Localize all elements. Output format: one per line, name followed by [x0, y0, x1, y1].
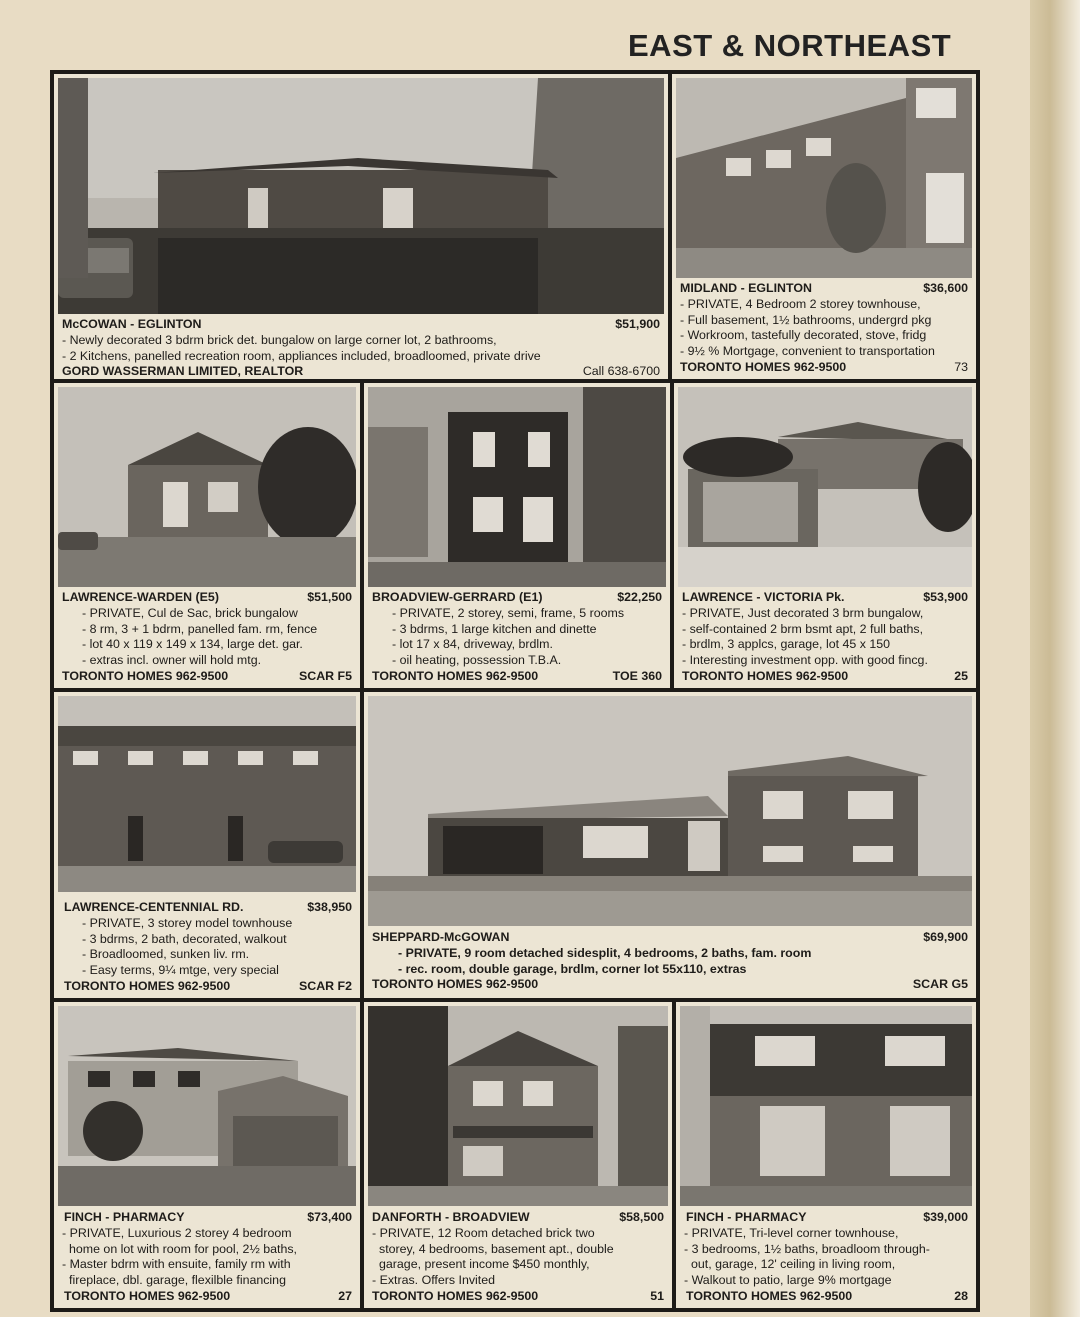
listing-location: McCOWAN - EGLINTON	[62, 317, 202, 331]
listing-sheppard-mcgowan[interactable]	[364, 692, 976, 998]
listing-detail: - rec. room, double garage, brdlm, corner lot 55x110, extras	[398, 961, 747, 976]
listing-danforth-broadview[interactable]	[364, 1002, 672, 1308]
listings-grid	[50, 70, 980, 1312]
listing-lawrence-warden[interactable]	[54, 383, 360, 688]
listing-agent: TORONTO HOMES 962-9500	[62, 668, 229, 683]
listing-detail: - brdlm, 3 applcs, garage, lot 45 x 150	[682, 637, 891, 652]
listing-photo	[678, 387, 972, 587]
listing-photo	[58, 1006, 356, 1206]
listing-detail: home on lot with room for pool, 2½ baths,	[69, 1241, 297, 1256]
listing-agent: TORONTO HOMES 962-9500	[682, 668, 849, 683]
listing-ref: 25	[954, 668, 968, 683]
listing-agent: TORONTO HOMES 962-9500	[372, 668, 539, 683]
listing-detail: - 3 bedrooms, 1½ baths, broadloom through-	[684, 1241, 930, 1256]
house-photo-semi	[368, 387, 666, 587]
listing-ref: Call 638-6700	[582, 364, 660, 379]
listing-price: $58,500	[619, 1210, 664, 1224]
listing-agent: TORONTO HOMES 962-9500	[686, 1288, 853, 1303]
listing-detail: - Broadloomed, sunken liv. rm.	[82, 947, 250, 962]
section-title: EAST & NORTHEAST	[628, 28, 952, 63]
listing-detail: - PRIVATE, 9 room detached sidesplit, 4 bedrooms, 2 baths, fam. room	[398, 945, 812, 960]
listing-detail: garage, present income $450 monthly,	[379, 1257, 590, 1272]
listing-location: LAWRENCE - VICTORIA Pk.	[682, 590, 845, 604]
listing-agent: TORONTO HOMES 962-9500	[372, 977, 539, 992]
listing-detail: - 3 bdrms, 1 large kitchen and dinette	[392, 621, 597, 636]
house-photo-townhouse	[676, 78, 972, 278]
listing-location: LAWRENCE-WARDEN (E5)	[62, 590, 219, 604]
listing-broadview-gerrard[interactable]	[364, 383, 670, 688]
listing-photo	[676, 78, 972, 278]
listing-detail: - lot 17 x 84, driveway, brdlm.	[392, 637, 553, 652]
listing-detail: - PRIVATE, 3 storey model townhouse	[82, 915, 293, 930]
listing-detail: - PRIVATE, Just decorated 3 brm bungalow,	[682, 605, 924, 620]
listing-photo	[58, 78, 664, 314]
listing-detail: - PRIVATE, 4 Bedroom 2 storey townhouse,	[680, 296, 921, 311]
listing-price: $51,500	[307, 590, 352, 604]
listing-photo	[368, 696, 972, 926]
listing-location: BROADVIEW-GERRARD (E1)	[372, 590, 543, 604]
listing-ref: 73	[954, 359, 968, 374]
house-photo-bungalow	[678, 387, 972, 587]
listing-price: $51,900	[615, 317, 660, 331]
listing-detail: - Walkout to patio, large 9% mortgage	[684, 1273, 892, 1288]
listing-detail: - 3 bdrms, 2 bath, decorated, walkout	[82, 931, 287, 946]
listing-agent: TORONTO HOMES 962-9500	[64, 978, 231, 993]
listing-ref: 28	[954, 1288, 968, 1303]
listing-detail: - PRIVATE, Luxurious 2 storey 4 bedroom	[62, 1225, 292, 1240]
listing-price: $39,000	[923, 1210, 968, 1224]
listing-mccowan-eglinton[interactable]	[54, 74, 668, 379]
listing-location: FINCH - PHARMACY	[64, 1210, 185, 1224]
listing-location: SHEPPARD-McGOWAN	[372, 930, 510, 944]
listing-detail: - Workroom, tastefully decorated, stove, fridg	[680, 328, 927, 343]
listing-ref: SCAR F5	[298, 668, 352, 683]
listing-detail: - 9½ % Mortgage, convenient to transportation	[680, 344, 935, 359]
listing-detail: - PRIVATE, Tri-level corner townhouse,	[684, 1225, 899, 1240]
listing-finch-pharmacy-73400[interactable]	[54, 1002, 360, 1308]
listing-detail: - Easy terms, 9¼ mtge, very special	[82, 963, 279, 978]
listing-detail: - oil heating, possession T.B.A.	[392, 653, 562, 668]
listing-agent: TORONTO HOMES 962-9500	[64, 1288, 231, 1303]
listing-photo	[368, 1006, 668, 1206]
listing-detail: - extras incl. owner will hold mtg.	[82, 653, 262, 668]
listing-detail: - Newly decorated 3 bdrm brick det. bungalow on large corner lot, 2 bathrooms,	[62, 332, 497, 347]
listing-detail: - 8 rm, 3 + 1 bdrm, panelled fam. rm, fence	[82, 621, 318, 636]
listing-finch-pharmacy-39000[interactable]	[676, 1002, 976, 1308]
listing-agent: TORONTO HOMES 962-9500	[372, 1288, 539, 1303]
listing-lawrence-centennial[interactable]	[54, 692, 360, 998]
listing-photo	[368, 387, 666, 587]
listing-detail: - Master bdrm with ensuite, family rm with	[62, 1257, 291, 1272]
house-photo-bungalow	[58, 78, 664, 314]
listing-ref: SCAR G5	[912, 977, 968, 992]
listing-detail: - PRIVATE, 12 Room detached brick two	[372, 1225, 595, 1240]
listing-photo	[58, 696, 356, 892]
listing-detail: out, garage, 12' ceiling in living room,	[691, 1257, 896, 1272]
house-photo-two-storey	[58, 1006, 356, 1206]
listing-detail: - PRIVATE, Cul de Sac, brick bungalow	[82, 605, 298, 620]
listing-ref: 27	[338, 1288, 352, 1303]
listing-detail: - Interesting investment opp. with good fincg.	[682, 653, 928, 668]
listing-midland-eglinton[interactable]	[672, 74, 976, 379]
page-edge	[1030, 0, 1080, 1317]
listing-price: $22,250	[617, 590, 662, 604]
listing-ref: SCAR F2	[298, 978, 352, 993]
house-photo-bungalow	[58, 387, 356, 587]
listing-price: $69,900	[923, 930, 968, 944]
listing-price: $73,400	[307, 1210, 352, 1224]
house-photo-townhouse	[58, 696, 356, 892]
listing-location: MIDLAND - EGLINTON	[680, 281, 812, 295]
listing-agent: GORD WASSERMAN LIMITED, REALTOR	[62, 364, 304, 379]
listing-location: LAWRENCE-CENTENNIAL RD.	[64, 900, 244, 914]
listing-photo	[58, 387, 356, 587]
house-photo-sidesplit	[368, 696, 972, 926]
listing-price: $36,600	[923, 281, 968, 295]
listing-detail: - self-contained 2 brm bsmt apt, 2 full baths,	[682, 621, 924, 636]
listing-detail: - Full basement, 1½ bathrooms, undergrd pkg	[680, 312, 932, 327]
listing-ref: TOE 360	[612, 668, 662, 683]
listing-detail: - 2 Kitchens, panelled recreation room, appliances included, broadloomed, private drive	[62, 348, 541, 363]
listing-detail: - Extras. Offers Invited	[372, 1273, 496, 1288]
house-photo-two-storey	[368, 1006, 668, 1206]
listing-lawrence-victoria-pk[interactable]	[674, 383, 976, 688]
listing-agent: TORONTO HOMES 962-9500	[680, 359, 847, 374]
listing-detail: fireplace, dbl. garage, flexilble financing	[69, 1273, 286, 1288]
listing-photo	[680, 1006, 972, 1206]
listing-detail: - lot 40 x 119 x 149 x 134, large det. gar.	[82, 637, 303, 652]
listing-detail: storey, 4 bedrooms, basement apt., double	[379, 1241, 614, 1256]
listing-ref: 51	[650, 1288, 664, 1303]
listing-price: $38,950	[307, 900, 352, 914]
listing-price: $53,900	[923, 590, 968, 604]
house-photo-townhouse	[680, 1006, 972, 1206]
listing-location: DANFORTH - BROADVIEW	[372, 1210, 530, 1224]
listing-location: FINCH - PHARMACY	[686, 1210, 807, 1224]
listing-detail: - PRIVATE, 2 storey, semi, frame, 5 rooms	[392, 605, 625, 620]
